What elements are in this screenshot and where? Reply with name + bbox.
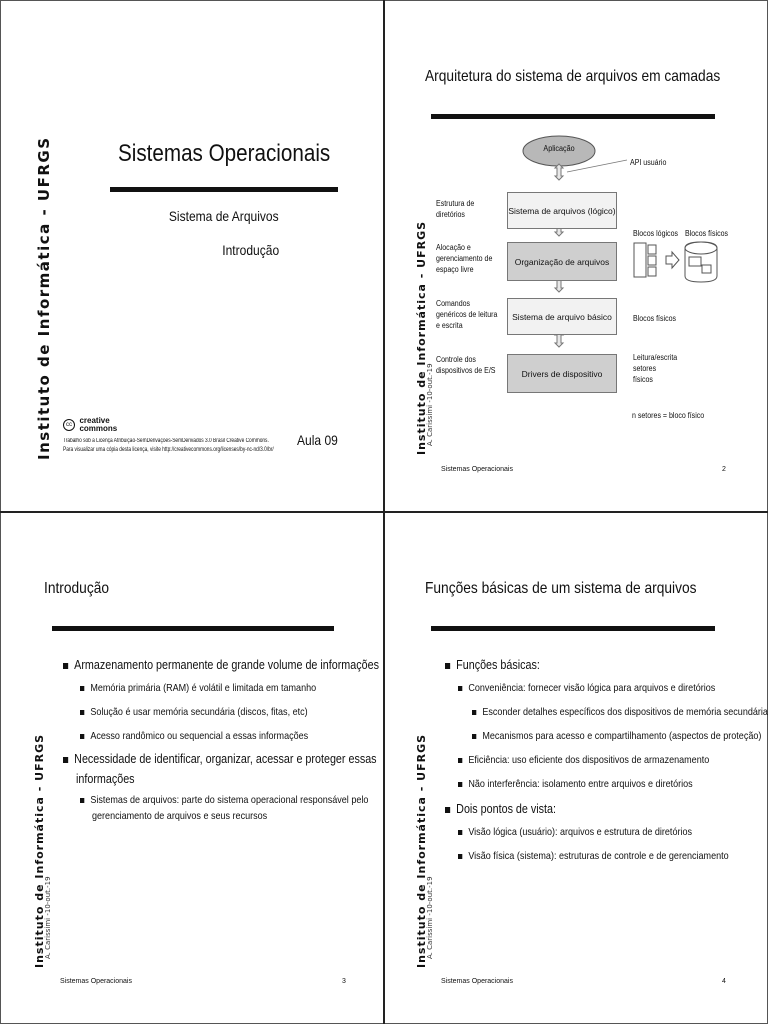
list-item: Visão física (sistema): estruturas de controle e de gerenciamento	[458, 850, 766, 874]
list-item: Visão lógica (usuário): arquivos e estrutura de diretórios	[458, 826, 766, 850]
slide-title: Introdução	[44, 580, 110, 597]
slide-4	[385, 513, 768, 1024]
layer-1-box: Sistema de arquivos (lógico)	[507, 192, 617, 229]
list-item: Acesso randômico ou sequencial a essas informações	[80, 730, 381, 752]
cc-logo: cc creative commons	[63, 416, 109, 434]
layer-4-desc: Controle dos dispositivos de E/S	[436, 355, 496, 375]
author-label: A. Carissimi -10-out.-19	[426, 363, 434, 446]
list-item: Conveniência: fornecer visão lógica para arquivos e diretórios	[458, 682, 766, 706]
list-item-cont: gerenciamento de arquivos e seus recursos	[92, 810, 268, 822]
bullet-list	[445, 658, 768, 874]
list-item: Eficiência: uso eficiente dos dispositivos de armazenamento	[458, 754, 766, 778]
page-number: 4	[722, 978, 726, 985]
institute-label: Instituto de Informática - UFRGS	[35, 136, 53, 460]
footer-label: Sistemas Operacionais	[441, 978, 513, 985]
slide-title: Arquitetura do sistema de arquivos em camadas	[425, 68, 721, 85]
list-item: Necessidade de identificar, organizar, acessar e proteger essas	[63, 752, 379, 772]
logic-blocks-label: Blocos lógicos	[633, 229, 679, 238]
list-item: Armazenamento permanente de grande volume de informações	[63, 658, 379, 682]
list-item: Sistemas de arquivos: parte do sistema operacional responsável pelo	[80, 794, 381, 810]
lesson-label: Aula 09	[297, 432, 338, 448]
slide-title: Sistemas Operacionais	[118, 140, 331, 167]
slide-title: Funções básicas de um sistema de arquivos	[425, 580, 697, 597]
list-item: Não interferência: isolamento entre arquivos e diretórios	[458, 778, 766, 802]
layer-3-right: Blocos físicos	[633, 314, 677, 323]
layer-2-desc: Alocação e gerenciamento de espaço livre	[436, 243, 493, 274]
title-rule	[52, 626, 334, 631]
slide-1	[0, 0, 383, 511]
list-item-cont: informações	[76, 772, 135, 786]
slide-subtitle: Sistema de Arquivos	[169, 208, 279, 224]
layer-1-desc: Estrutura de diretórios	[436, 199, 475, 219]
layer-3-desc: Comandos genéricos de leitura e escrita	[436, 299, 498, 330]
author-label: A. Carissimi -10-out.-19	[426, 876, 434, 959]
layer-4-box: Drivers de dispositivo	[507, 354, 617, 393]
institute-label: Instituto de Informática - UFRGS	[33, 733, 46, 968]
app-label: Aplicação	[543, 144, 575, 153]
layer-2-box: Organização de arquivos	[507, 242, 617, 281]
list-item: Memória primária (RAM) é volátil e limitada em tamanho	[80, 682, 381, 706]
slide-2	[385, 0, 768, 511]
list-item: Esconder detalhes específicos dos dispositivos de memória secundária	[472, 706, 768, 730]
sector-note: n setores = bloco físico	[632, 411, 705, 420]
api-label: API usuário	[630, 158, 667, 167]
institute-label: Instituto de Informática - UFRGS	[415, 220, 428, 455]
list-item: Solução é usar memória secundária (discos, fitas, etc)	[80, 706, 381, 730]
list-item: Funções básicas:	[445, 658, 764, 682]
institute-label: Instituto de Informática - UFRGS	[415, 733, 428, 968]
page-number: 2	[722, 466, 726, 473]
page-number: 3	[342, 978, 346, 985]
layer-3-box: Sistema de arquivo básico	[507, 298, 617, 335]
layer-4-right: Leitura/escrita setores físicos	[633, 353, 678, 384]
title-rule	[431, 626, 715, 631]
list-item: Mecanismos para acesso e compartilhamento (aspectos de proteção)	[472, 730, 768, 754]
footer-label: Sistemas Operacionais	[60, 978, 132, 985]
list-item: Dois pontos de vista:	[445, 802, 764, 826]
author-label: A. Carissimi -10-out.-19	[44, 876, 52, 959]
slide-3	[0, 513, 383, 1024]
bullet-list	[63, 658, 383, 826]
slide-subtitle-2: Introdução	[222, 242, 279, 258]
phys-blocks-label: Blocos físicos	[685, 229, 729, 238]
license-text: Trabalho sob a Licença Atribuição-SemDerivações-SemDerivados 3.0 Brasil Creative Commons. Para visualizar uma cópia desta licença, visite http://creativecommons.org/licenses/by-nc-nd/3.0/br/	[63, 438, 274, 453]
title-rule	[110, 187, 338, 192]
footer-label: Sistemas Operacionais	[441, 466, 513, 473]
